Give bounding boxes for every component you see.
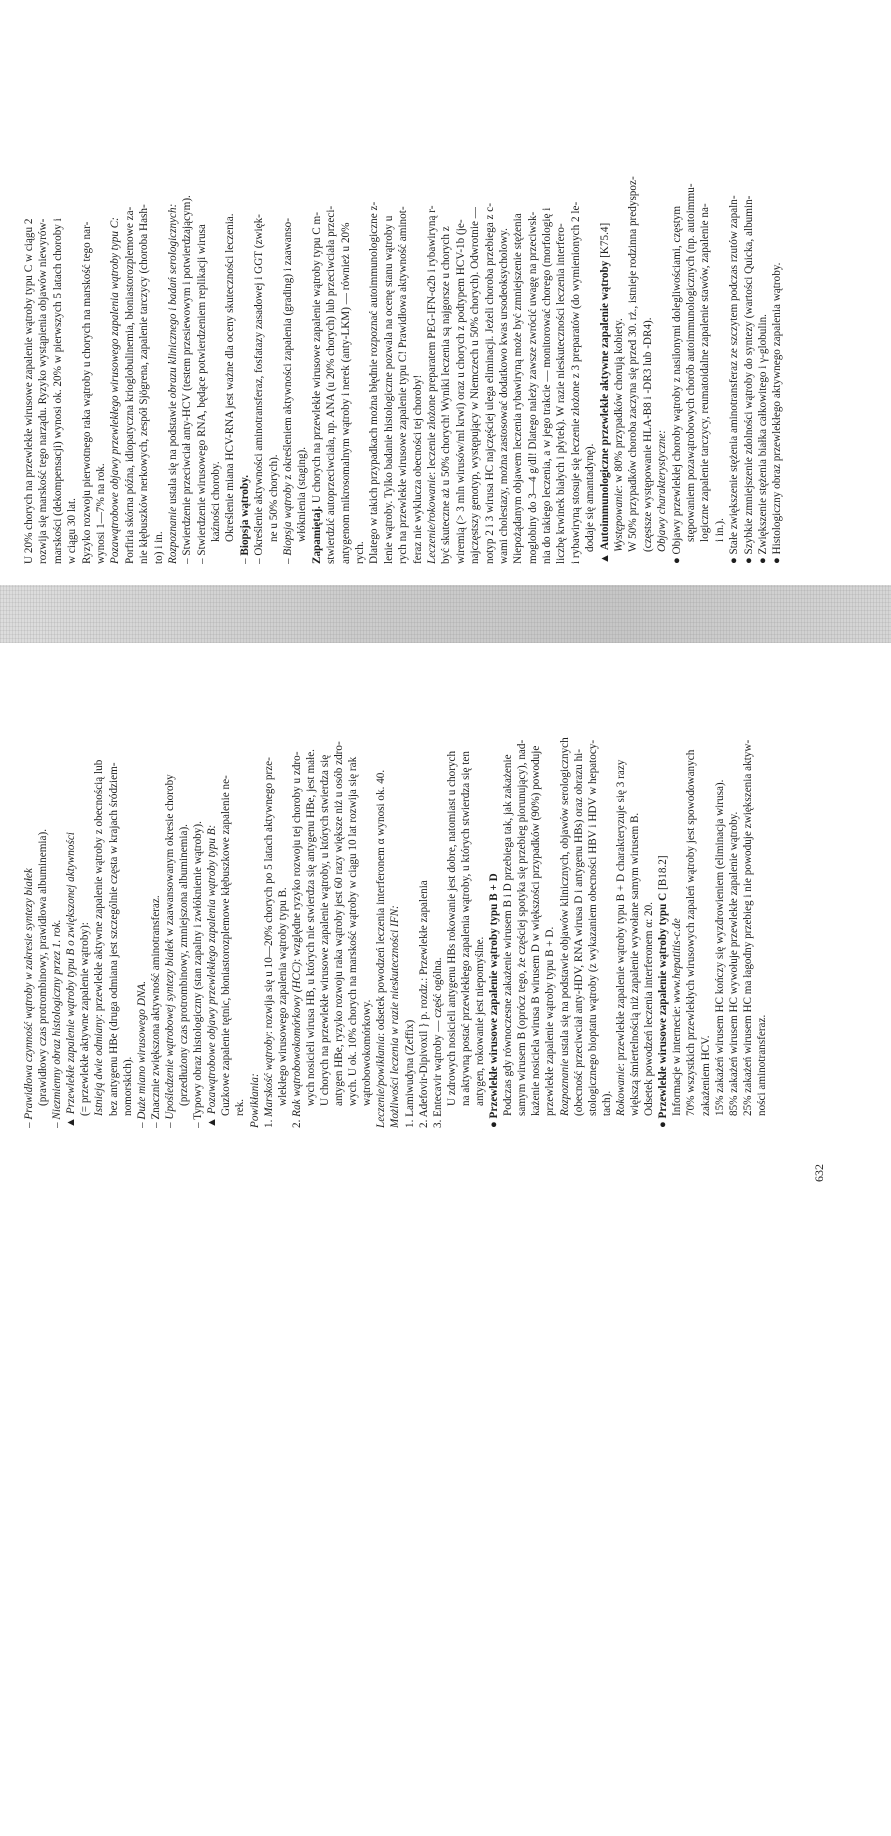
text-line [396, 94, 410, 564]
italic-text: Istnieją dwie odmiany [93, 1017, 106, 1116]
body-text: ▲ [65, 1114, 78, 1128]
text-line [411, 94, 425, 564]
text-line [626, 94, 640, 564]
body-text: – Stwierdzenie przeciwciał anty-HCV (testem przesiewowym i potwierdzającym). [181, 195, 194, 564]
body-text: ● Stałe zwiększenie stężenia aminotransferaz ze szczytem podczas rzutów zapaln- [728, 195, 741, 564]
body-text: – [135, 1119, 148, 1128]
text-line [22, 662, 36, 1128]
text-line [65, 94, 79, 564]
bold-heading-text: Przewlekłe wirusowe zapalenie wątroby typu C [657, 892, 670, 1119]
italic-text: Przewlekłe zapalenie wątroby typu B o zwiększonej aktywności [65, 832, 78, 1115]
text-line [318, 662, 332, 1128]
body-text: U 20% chorych na przewlekłe wirusowe zapalenie wątroby typu C w ciągu 2 [23, 218, 35, 564]
book-spine-shadow [0, 585, 891, 643]
book-page-632-text [22, 662, 769, 1128]
text-line [388, 662, 402, 1128]
body-text: (obecność przeciwciał anty-HDV, RNA wirusa D i antygenu HBs) oraz obrazu hi- [572, 748, 585, 1116]
text-line [598, 94, 612, 564]
body-text: : leczenie złożone preparatem PEG-IFN-α2b i rybawiryną r- [425, 205, 438, 475]
body-text: Guzkowe zapalenie tętnic, błoniastorozplemowe kłębuszkowe zapalenie ne- [220, 775, 233, 1116]
italic-text: www.hepatitis-c.de [671, 918, 684, 1004]
body-text: liczbę krwinek białych i płytek). W razie nieskuteczności leczenia interfero- [555, 223, 568, 564]
body-text: Podczas gdy równoczesne zakażenie wirusem B i D przebiega tak, jak zakażenie [502, 754, 515, 1116]
body-text: w ciągu 30 lat. [66, 498, 79, 564]
text-line [698, 94, 712, 564]
text-line [468, 94, 482, 564]
body-text: (przedłużony czas protrombinowy, zmniejszona albuminemia). [178, 824, 191, 1106]
text-line [367, 94, 381, 564]
body-text: 15% zakażeń wirusem HC kończy się wyzdrowieniem (eliminacja wirusa). [713, 779, 726, 1116]
body-text: 85% zakażeń wirusem HC wywołuje przewlekłe zapalenie wątroby. [727, 811, 740, 1116]
body-text: antygen HBe, ryzyko rozwoju raka wątroby jest 60 razy większe niż u osób zdro- [333, 741, 346, 1106]
text-line [382, 94, 396, 564]
body-text: ● Histologiczny obraz przewlekłego aktywnego zapalenia wątroby. [771, 262, 784, 564]
text-line [137, 94, 151, 564]
text-line [487, 662, 501, 1128]
body-text: – [282, 555, 295, 564]
italic-text: Prawidłowa czynność wątroby w zakresie syntezy białek [23, 868, 35, 1120]
text-line [195, 94, 209, 564]
body-text: W 50% przypadków choroba zaczyna się przed 30. rż., istnieje rodzinna predyspoz- [627, 176, 640, 552]
text-line [641, 94, 655, 564]
body-text: antygen, rokowanie jest niepomyślne. [474, 936, 486, 1106]
body-text: najczęstszy genotyp, występujący w Niemczech u 50% chorych). Odwrotnie — [469, 207, 482, 564]
body-text: włóknienia (staging). [296, 446, 309, 542]
text-line [515, 662, 529, 1128]
text-line [554, 94, 568, 564]
text-line [295, 94, 309, 564]
text-line [425, 94, 439, 564]
text-line [64, 662, 78, 1128]
italic-text: Leczenie/powikłania [375, 1036, 388, 1128]
body-text: moglobiny do 3—4 g/dl! Dlatego należy zawsze zwrócić uwagę na przeciwsk- [526, 211, 539, 564]
body-text: (częstsze występowanie HLA-B8 i -DR3 lub -DR4). [641, 317, 654, 552]
text-line [727, 662, 741, 1128]
text-line [177, 662, 191, 1128]
text-line [324, 94, 338, 564]
body-text: (prawidłowy czas protrombinowy, prawidłowa albuminemia). [37, 828, 50, 1106]
body-text: 70% wszystkich przewlekłych wirusowych zapaleń wątroby jest spowodowanych [685, 749, 698, 1116]
body-text: notyp 2 i 3 wirusa HC najczęściej ulega eliminacji. Jeżeli choroba przebiega z c- [483, 203, 496, 564]
text-line [219, 662, 233, 1128]
body-text: U zdrowych nosicieli antygenu HBs rokowanie jest dobre, natomiast u chorych [445, 750, 458, 1106]
text-line [36, 94, 50, 564]
body-text: : w 80% przypadków chorują kobiety. [613, 318, 626, 489]
body-text: 2. Adefovir-Dipivoxil } p. rozdz.: Przewlekłe zapalenia [417, 880, 430, 1128]
text-line [612, 94, 626, 564]
body-text: 1. Lamiwudyna (Zeffix) [403, 1019, 416, 1128]
text-line [403, 662, 417, 1128]
body-text: ▲ [206, 1114, 219, 1128]
body-text: ustala się na podstawie objawów klinicznych, objawów serologicznych [558, 737, 571, 1059]
body-text: przewlekłe zapalenie wątroby typu B + D. [544, 926, 557, 1116]
text-line [770, 94, 784, 564]
italic-text: Upośledzenie wątrobowej syntezy białek [163, 938, 176, 1120]
body-text: : odsetek powodzeń leczenia interferonem α wynosi ok. 40. [375, 769, 388, 1037]
text-line [473, 662, 487, 1128]
text-line [741, 662, 755, 1128]
body-text: ności aminotransferaz. [755, 1014, 768, 1116]
body-text: stwierdzić autoprzeciwciała, np. ANA (u 20% chorych) lub przeciwciała przeci- [325, 205, 338, 564]
body-text: ustala się na podstawie [166, 398, 179, 507]
body-text: Dlatego w takich przypadkach można błędnie rozpoznać autoimmunologiczne z- [368, 201, 381, 564]
text-line [248, 662, 262, 1128]
text-line [497, 94, 511, 564]
italic-text: Leczenie/rokowanie [425, 474, 438, 564]
body-text: – [23, 1119, 35, 1128]
text-line [163, 662, 177, 1128]
text-line [614, 662, 628, 1128]
body-text: ne u 50% chorych). [267, 454, 280, 542]
body-text: feraz nie wyklucza obecności tej choroby! [411, 374, 424, 564]
body-text: ● Zwiększenie stężenia białka całkowitego i γ-globulin. [756, 314, 769, 564]
bold-heading-text: Biopsja wątroby. [238, 475, 251, 556]
body-text: rych. [353, 541, 366, 564]
body-text: Informacje w internecie: [671, 1003, 684, 1116]
text-line [108, 94, 122, 564]
text-line [628, 662, 642, 1128]
text-line [543, 662, 557, 1128]
body-text: Odsetek powodzeń leczenia interferonem α: 20. [643, 902, 656, 1116]
text-line [583, 94, 597, 564]
italic-text: Rozpoznanie [166, 506, 179, 564]
text-line [459, 662, 473, 1128]
body-text: dodaje się amantadynę). [584, 443, 597, 552]
text-line [166, 94, 180, 564]
italic-text: Możliwości leczenia w razie nieskuteczności IFN: [389, 905, 402, 1128]
body-text: Niepożądanym objawem leczenia rybawiryną może być zmniejszenie stężenia [512, 213, 525, 564]
text-line [540, 94, 554, 564]
body-text: samym wirusem B (oprócz tego, że częściej spotyka się przebieg piorunujący), nad- [516, 739, 529, 1116]
body-text: antygenom mikrosomalnym wątroby i nerek (anty-LKM) — również u 20% [339, 222, 352, 564]
body-text: rozwija się marskość tego narządu. Ryzyko wystąpienia objawów niewyrów- [37, 218, 50, 564]
text-line [94, 94, 108, 564]
bold-heading-text: Autoimmunologiczne przewlekłe aktywne zapalenie wątroby [598, 260, 611, 551]
italic-text: Objawy charakterystyczne: [656, 429, 669, 552]
body-text: nomorskich). [121, 1056, 134, 1116]
text-line [374, 662, 388, 1128]
body-text: 3. Entecavir wątroby — część ogólna. [431, 957, 444, 1128]
text-line [121, 662, 135, 1128]
italic-text: Pozawątrobowe objawy przewlekłego wirusowego zapalenia wątroby typu C: [109, 217, 122, 564]
text-line [511, 94, 525, 564]
text-line [558, 662, 572, 1128]
text-line [454, 94, 468, 564]
text-line [742, 94, 756, 564]
text-line [209, 94, 223, 564]
body-text: : rozwija się u 10—20% chorych po 5 latach aktywnego prze- [262, 757, 275, 1035]
text-line [191, 662, 205, 1128]
page-number: 632 [812, 1164, 826, 1182]
text-line [304, 662, 318, 1128]
text-line [51, 94, 65, 564]
text-line [238, 94, 252, 564]
text-line [252, 94, 266, 564]
text-line [445, 662, 459, 1128]
body-text: tach). [600, 1090, 613, 1116]
text-line [526, 94, 540, 564]
text-line [50, 662, 64, 1128]
body-text: ● Szybkie zmniejszenie zdolności wątroby do syntezy (wartości Quicka, albumin- [742, 195, 755, 564]
body-text: w zaawansowanym okresie choroby [163, 774, 176, 939]
body-text: wątrobowokomórkowy. [361, 999, 374, 1106]
text-line [431, 662, 445, 1128]
body-text: U chorych na przewlekłe wirusowe zapalenie wątroby, u których stwierdza się [318, 754, 331, 1106]
text-line [339, 94, 353, 564]
body-text: być skuteczne aż u 50% chorych! Wyniki leczenia są najgorsze u chorych z [440, 226, 453, 564]
body-text: – [51, 1119, 64, 1128]
body-text: wych nosicieli wirusa HB, u których nie stwierdza się antygenu HBe, jest małe. [304, 749, 317, 1106]
text-line [600, 662, 614, 1128]
text-line [346, 662, 360, 1128]
body-text: Porfiria skórna późna, idiopatyczna krioglobulinemia, błoniastorozplemowe za- [123, 206, 136, 564]
text-line [656, 662, 670, 1128]
bold-heading-text: Przewlekłe wirusowe zapalenie wątroby typu B + D [488, 873, 501, 1119]
body-text: [B18.2] [657, 855, 670, 893]
text-line [713, 662, 727, 1128]
body-text: 1. [262, 1116, 275, 1128]
body-text: : przewlekłe zapalenie wątroby typu B + D charakteryzuje się 3 razy [614, 759, 627, 1067]
text-line [78, 662, 92, 1128]
italic-text: Niezmienny obraz histologiczny przez 1. rok. [51, 919, 64, 1120]
body-text: [K75.4] [598, 222, 611, 261]
body-text: ▲ [598, 550, 611, 564]
text-line [713, 94, 727, 564]
book-page-633-text [22, 94, 785, 564]
body-text: i in.). [713, 518, 726, 542]
text-line [135, 662, 149, 1128]
body-text: 2. [290, 1116, 303, 1128]
body-text: – Typowy obraz histologiczny (stan zapalny i zwłóknienie wątroby). [192, 821, 205, 1128]
text-line [223, 94, 237, 564]
body-text: nie kłębuszków nerkowych, zespół Sjögrena, zapalenie tarczycy (choroba Hash- [138, 204, 151, 564]
text-line [755, 662, 769, 1128]
body-text: większą śmiertelnością niż zapalenie wywołane samym wirusem B. [629, 812, 642, 1116]
text-line [586, 662, 600, 1128]
body-text: 25% zakażeń wirusem HC ma łagodny przebieg i nie powoduje zwiększenia aktyw- [741, 739, 754, 1116]
italic-text: Rokowanie [614, 1066, 627, 1116]
body-text: na aktywną postać przewlekłego zapalenia wątroby, u których stwierdza się ten [459, 751, 472, 1106]
text-line [152, 94, 166, 564]
italic-text: Marskość wątroby [262, 1034, 275, 1117]
text-line [262, 662, 276, 1128]
body-text: Określenie miana HCV-RNA jest ważne dla oceny skuteczności leczenia. [224, 213, 237, 542]
text-line [684, 94, 698, 564]
text-line [180, 94, 194, 564]
text-line [290, 662, 304, 1128]
body-text: nia do takiego leczenia, a w jego trakcie — monitorować chorego (morfologię i [541, 207, 554, 564]
text-line [670, 662, 684, 1128]
italic-text: Występowanie [613, 488, 626, 552]
body-text: kaźności choroby. [210, 461, 223, 542]
text-line [281, 94, 295, 564]
text-line [36, 662, 50, 1128]
text-line [483, 94, 497, 564]
body-text: wych. U ok. 10% chorych na marskość wątroby w ciągu 10 lat rozwija się rak [347, 756, 360, 1106]
text-line [572, 662, 586, 1128]
body-text: wynosi 1—7% na rok. [94, 463, 107, 564]
body-text: z określeniem aktywności zapalenia (grading) i zaawanso- [282, 218, 295, 483]
text-line [92, 662, 106, 1128]
text-line [642, 662, 656, 1128]
body-text: zakażeniem HCV. [699, 1035, 712, 1116]
bold-heading-text: Zapamiętaj. [310, 505, 323, 564]
body-text: ● [488, 1118, 501, 1128]
body-text: : przewlekłe aktywne zapalenie wątroby z obecnością lub [93, 759, 106, 1018]
body-text: : względne ryzyko rozwoju tej choroby u zdro- [290, 751, 303, 962]
text-line [332, 662, 346, 1128]
body-text: – Stwierdzenie wirusowego RNA, będące potwierdzeniem replikacji wirusa [195, 224, 208, 564]
text-line [417, 662, 431, 1128]
body-text: ● [657, 1118, 670, 1128]
text-line [123, 94, 137, 564]
italic-text: Pozawątrobowe objawy przewlekłego zapalenia wątroby typu B: [206, 824, 219, 1115]
text-line [149, 662, 163, 1128]
italic-text: Biopsja wątroby [282, 482, 295, 556]
body-text: wami cholestazy, można zastosować dodatkowo kwas ursodeoksycholowy. [497, 228, 510, 564]
body-text: logiczne zapalenie tarczycy, reumatoidalne zapalenie stawów, zapalenie na- [699, 203, 712, 542]
body-text: Ryzyko rozwoju pierwotnego raka wątroby u chorych na marskość tego nar- [80, 221, 93, 564]
text-line [699, 662, 713, 1128]
body-text: wlekłego wirusowego zapalenia wątroby typu B. [276, 887, 289, 1106]
text-line [569, 94, 583, 564]
text-line [501, 662, 515, 1128]
body-text: – Znacznie zwiększona aktywność aminotransferaz. [149, 895, 162, 1128]
body-text: – [238, 555, 251, 564]
body-text: stępowaniem pozawątrobowych chorób autoimmunologicznych (np. autoimmu- [684, 183, 697, 542]
text-line [310, 94, 324, 564]
text-line [22, 94, 36, 564]
body-text: rych na przewlekłe wirusowe zapalenie typu C! Prawidłowa aktywność aminot- [397, 206, 410, 564]
text-line [233, 662, 247, 1128]
body-text: marskości (dekompensacji) wynosi ok. 20% w pierwszych 5 latach choroby i [51, 218, 64, 564]
italic-text: Rak wątrobowokomórkowy (HCC) [290, 961, 303, 1117]
text-line [529, 662, 543, 1128]
text-line [276, 662, 290, 1128]
text-line [756, 94, 770, 564]
body-text: – Określenie aktywności aminotransferaz, fosfatazy zasadowej i GGT (zwięk- [253, 214, 266, 564]
body-text: wiremią (> 3 mln wirusów/ml krwi) oraz u chorych z podtypem HCV-1b (je- [454, 219, 467, 564]
text-line [655, 94, 669, 564]
body-text: ● Objawy przewlekłej choroby wątroby z nasilonymi dolegliwościami, częstym [670, 205, 683, 564]
body-text: U chorych na przewlekłe wirusowe zapalenie wątroby typu C m- [310, 212, 323, 506]
body-text: i rybawiryną stosuje się leczenie złożone z 3 preparatów (do wymienionych 2 le- [569, 201, 582, 564]
body-text: rek. [234, 1098, 247, 1116]
text-line [727, 94, 741, 564]
body-text: to) i in. [152, 531, 165, 564]
text-line [107, 662, 121, 1128]
italic-text: Duże miano wirusowego DNA. [135, 981, 148, 1120]
italic-text: obrazu klinicznego i badań serologicznych: [166, 203, 179, 399]
text-line [684, 662, 698, 1128]
text-line [205, 662, 219, 1128]
text-line [353, 94, 367, 564]
body-text: bez antygenu HBe (druga odmiana jest szczególnie częsta w krajach śródziem- [107, 762, 120, 1116]
text-line [267, 94, 281, 564]
text-line [360, 662, 374, 1128]
text-line [80, 94, 94, 564]
body-text: (= przewlekłe aktywne zapalenie wątroby): [79, 922, 92, 1116]
italic-text: Rozpoznanie [558, 1058, 571, 1116]
text-line [670, 94, 684, 564]
body-text: – [163, 1119, 176, 1128]
body-text: stologicznego bioptatu wątroby (z wykazaniem obecności HBV i HDV w hepatocy- [586, 739, 599, 1116]
text-line [439, 94, 453, 564]
body-text: lenie wątroby. Tylko badanie histologiczne pozwala na ocenę stanu wątroby u [382, 215, 395, 564]
body-text: każenie nosiciela wirusa B wirusem D w większości przypadków (90%) powoduje [530, 745, 543, 1116]
italic-text: Powikłania: [248, 1073, 261, 1128]
